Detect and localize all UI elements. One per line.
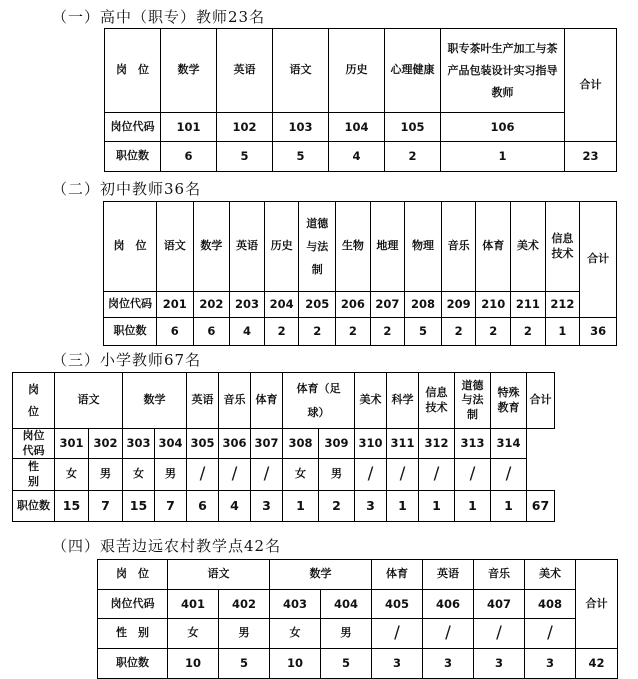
code-cell: 103 — [273, 113, 329, 142]
total-cell: 42 — [576, 649, 618, 679]
post-cell: 信息技术 — [545, 202, 580, 292]
post-label: 岗位 — [13, 373, 55, 429]
code-cell: 312 — [419, 429, 455, 459]
table-row — [98, 590, 618, 619]
section-3-table — [12, 372, 555, 522]
gender-cell: / — [423, 619, 474, 649]
code-cell: 406 — [423, 590, 474, 619]
post-cell: 语文 — [156, 202, 193, 292]
gender-cell: 女 — [123, 459, 155, 491]
code-cell: 307 — [251, 429, 283, 459]
section-1-table — [104, 28, 617, 172]
count-cell: 5 — [273, 142, 329, 172]
count-cell: 5 — [321, 649, 372, 679]
post-cell: 语文 — [273, 29, 329, 113]
gender-cell: / — [419, 459, 455, 491]
code-cell: 313 — [455, 429, 491, 459]
gender-cell: / — [491, 459, 527, 491]
code-label: 岗位代码 — [104, 292, 157, 318]
code-label: 岗位代码 — [13, 429, 55, 459]
count-cell: 1 — [545, 318, 580, 346]
total-label: 合计 — [565, 29, 617, 142]
code-cell: 305 — [187, 429, 219, 459]
count-cell: 3 — [251, 491, 283, 522]
table-row — [13, 429, 555, 459]
code-cell: 211 — [511, 292, 546, 318]
gender-cell: 女 — [168, 619, 219, 649]
count-cell: 1 — [441, 142, 565, 172]
gender-cell: / — [355, 459, 387, 491]
code-label: 岗位代码 — [98, 590, 168, 619]
code-cell: 106 — [441, 113, 565, 142]
post-cell: 科学 — [387, 373, 419, 429]
section-4-table — [97, 559, 618, 679]
count-cell: 1 — [491, 491, 527, 522]
count-cell: 3 — [474, 649, 525, 679]
post-cell: 英语 — [230, 202, 265, 292]
total-label: 合计 — [576, 560, 618, 649]
count-cell: 6 — [187, 491, 219, 522]
count-cell: 5 — [219, 649, 270, 679]
code-cell: 201 — [156, 292, 193, 318]
code-cell: 206 — [336, 292, 371, 318]
gender-cell: / — [525, 619, 576, 649]
table-row — [104, 202, 617, 292]
gender-cell: 男 — [319, 459, 355, 491]
section-4-heading: （四）艰苦边远农村教学点42名 — [52, 537, 282, 555]
total-cell: 23 — [565, 142, 617, 172]
post-cell: 数学 — [123, 373, 187, 429]
post-cell: 职专茶叶生产加工与茶产品包装设计实习指导教师 — [441, 29, 565, 113]
code-cell: 203 — [230, 292, 265, 318]
code-cell: 102 — [217, 113, 273, 142]
count-cell: 15 — [55, 491, 89, 522]
post-cell: 生物 — [336, 202, 371, 292]
count-cell: 1 — [455, 491, 491, 522]
code-cell: 308 — [283, 429, 319, 459]
gender-cell: 女 — [55, 459, 89, 491]
section-2-heading: （二）初中教师36名 — [52, 180, 202, 198]
code-cell: 404 — [321, 590, 372, 619]
count-cell: 6 — [156, 318, 193, 346]
post-cell: 英语 — [187, 373, 219, 429]
post-cell: 数学 — [161, 29, 217, 113]
post-cell: 道德与法制 — [299, 202, 336, 292]
count-cell: 5 — [217, 142, 273, 172]
post-cell: 语文 — [168, 560, 270, 590]
code-cell: 302 — [89, 429, 123, 459]
count-cell: 2 — [476, 318, 511, 346]
code-cell: 101 — [161, 113, 217, 142]
count-cell: 3 — [372, 649, 423, 679]
code-cell: 405 — [372, 590, 423, 619]
total-label: 合计 — [527, 373, 555, 429]
post-cell: 数学 — [193, 202, 230, 292]
post-cell: 体育 — [251, 373, 283, 429]
section-1-heading: （一）高中（职专）教师23名 — [52, 8, 266, 26]
code-cell: 310 — [355, 429, 387, 459]
table-row — [104, 292, 617, 318]
section-2-table — [103, 201, 617, 346]
count-cell: 10 — [168, 649, 219, 679]
post-cell: 特殊教育 — [491, 373, 527, 429]
count-cell: 1 — [283, 491, 319, 522]
count-label: 职位数 — [105, 142, 161, 172]
post-label: 岗 位 — [104, 202, 157, 292]
empty-cell — [527, 459, 555, 491]
count-cell: 2 — [370, 318, 405, 346]
count-cell: 2 — [336, 318, 371, 346]
gender-label: 性别 — [13, 459, 55, 491]
table-row — [13, 373, 555, 429]
post-cell: 心理健康 — [385, 29, 441, 113]
count-cell: 4 — [329, 142, 385, 172]
table-row — [105, 113, 617, 142]
table-row — [105, 142, 617, 172]
table-row — [98, 649, 618, 679]
code-cell: 402 — [219, 590, 270, 619]
code-cell: 212 — [545, 292, 580, 318]
code-cell: 314 — [491, 429, 527, 459]
table-row — [98, 560, 618, 590]
post-label: 岗 位 — [98, 560, 168, 590]
count-cell: 5 — [405, 318, 442, 346]
post-cell: 体育 — [372, 560, 423, 590]
code-cell: 309 — [319, 429, 355, 459]
gender-cell: / — [372, 619, 423, 649]
empty-cell — [527, 429, 555, 459]
code-cell: 407 — [474, 590, 525, 619]
table-row — [13, 459, 555, 491]
count-cell: 4 — [219, 491, 251, 522]
gender-cell: / — [219, 459, 251, 491]
code-cell: 306 — [219, 429, 251, 459]
code-cell: 205 — [299, 292, 336, 318]
code-cell: 202 — [193, 292, 230, 318]
gender-cell: 女 — [283, 459, 319, 491]
section-3-heading: （三）小学教师67名 — [52, 351, 202, 369]
count-cell: 2 — [264, 318, 299, 346]
count-cell: 6 — [193, 318, 230, 346]
gender-label: 性 别 — [98, 619, 168, 649]
post-cell: 美术 — [511, 202, 546, 292]
post-cell: 物理 — [405, 202, 442, 292]
code-cell: 210 — [476, 292, 511, 318]
count-cell: 2 — [385, 142, 441, 172]
code-cell: 301 — [55, 429, 89, 459]
post-cell: 英语 — [423, 560, 474, 590]
count-cell: 3 — [355, 491, 387, 522]
count-cell: 1 — [387, 491, 419, 522]
code-cell: 208 — [405, 292, 442, 318]
post-cell: 语文 — [55, 373, 123, 429]
code-cell: 204 — [264, 292, 299, 318]
code-cell: 104 — [329, 113, 385, 142]
gender-cell: / — [455, 459, 491, 491]
total-cell: 36 — [580, 318, 617, 346]
count-cell: 2 — [511, 318, 546, 346]
code-cell: 105 — [385, 113, 441, 142]
total-label: 合计 — [580, 202, 617, 318]
post-label: 岗 位 — [105, 29, 161, 113]
post-cell: 信息技术 — [419, 373, 455, 429]
gender-cell: 女 — [270, 619, 321, 649]
gender-cell: / — [387, 459, 419, 491]
post-cell: 音乐 — [441, 202, 476, 292]
code-cell: 303 — [123, 429, 155, 459]
code-label: 岗位代码 — [105, 113, 161, 142]
post-cell: 音乐 — [219, 373, 251, 429]
code-cell: 311 — [387, 429, 419, 459]
post-cell: 美术 — [525, 560, 576, 590]
count-cell: 2 — [319, 491, 355, 522]
post-cell: 历史 — [329, 29, 385, 113]
post-cell: 地理 — [370, 202, 405, 292]
table-row — [98, 619, 618, 649]
count-cell: 6 — [161, 142, 217, 172]
post-cell: 体育（足球） — [283, 373, 355, 429]
post-cell: 体育 — [476, 202, 511, 292]
gender-cell: / — [474, 619, 525, 649]
gender-cell: / — [187, 459, 219, 491]
code-cell: 209 — [441, 292, 476, 318]
count-cell: 1 — [419, 491, 455, 522]
gender-cell: 男 — [219, 619, 270, 649]
table-row — [13, 491, 555, 522]
code-cell: 403 — [270, 590, 321, 619]
gender-cell: / — [251, 459, 283, 491]
post-cell: 英语 — [217, 29, 273, 113]
gender-cell: 男 — [155, 459, 187, 491]
count-cell: 15 — [123, 491, 155, 522]
count-label: 职位数 — [13, 491, 55, 522]
code-cell: 304 — [155, 429, 187, 459]
post-cell: 道德与法制 — [455, 373, 491, 429]
table-row — [104, 318, 617, 346]
count-cell: 4 — [230, 318, 265, 346]
total-cell: 67 — [527, 491, 555, 522]
count-cell: 3 — [423, 649, 474, 679]
table-row — [105, 29, 617, 113]
code-cell: 401 — [168, 590, 219, 619]
code-cell: 207 — [370, 292, 405, 318]
count-cell: 2 — [441, 318, 476, 346]
count-label: 职位数 — [98, 649, 168, 679]
count-cell: 10 — [270, 649, 321, 679]
count-cell: 7 — [155, 491, 187, 522]
post-cell: 历史 — [264, 202, 299, 292]
post-cell: 音乐 — [474, 560, 525, 590]
count-cell: 2 — [299, 318, 336, 346]
gender-cell: 男 — [321, 619, 372, 649]
count-cell: 7 — [89, 491, 123, 522]
count-cell: 3 — [525, 649, 576, 679]
code-cell: 408 — [525, 590, 576, 619]
gender-cell: 男 — [89, 459, 123, 491]
post-cell: 美术 — [355, 373, 387, 429]
post-cell: 数学 — [270, 560, 372, 590]
count-label: 职位数 — [104, 318, 157, 346]
